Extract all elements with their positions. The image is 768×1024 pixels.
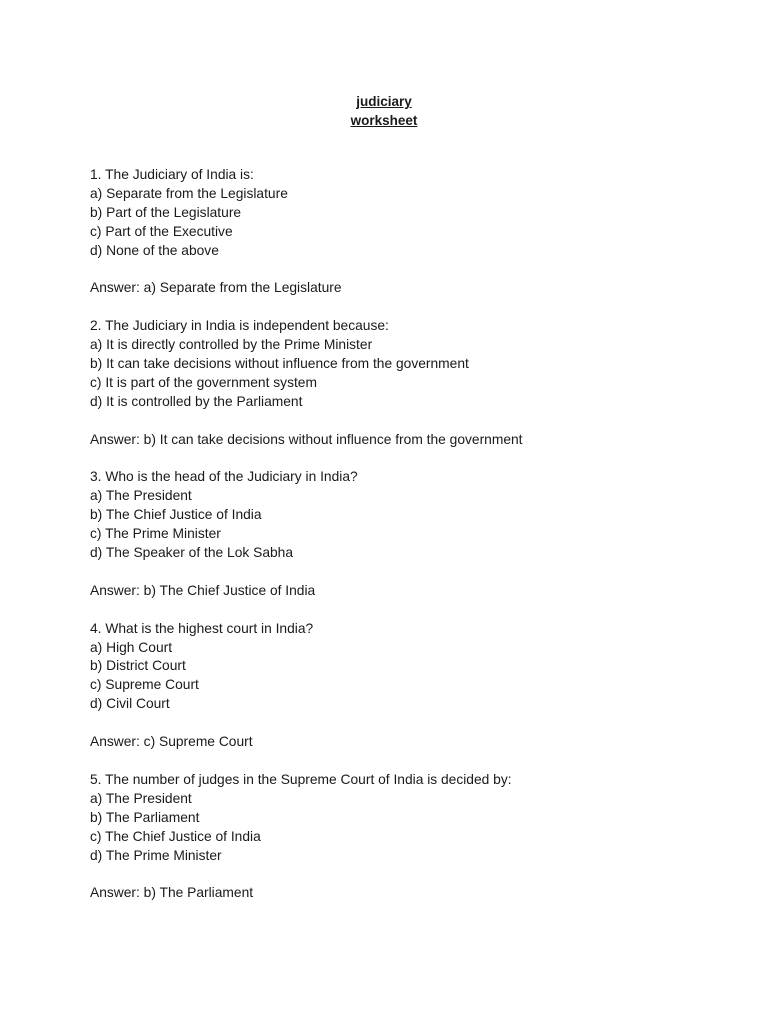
option-c: c) The Chief Justice of India <box>90 828 261 844</box>
option-a: a) It is directly controlled by the Prime Minister <box>90 337 373 353</box>
question-prompt: 4. What is the highest court in India? <box>90 620 314 636</box>
option-c: c) It is part of the government system <box>90 374 317 390</box>
answer-line: Answer: b) The Parliament <box>90 885 254 901</box>
worksheet-content <box>90 166 730 903</box>
spacer <box>90 601 730 620</box>
answer-line: Answer: c) Supreme Court <box>90 734 253 750</box>
title-line-1: judiciary <box>356 94 412 109</box>
answer-line: Answer: b) It can take decisions without influence from the government <box>90 431 523 447</box>
option-d: d) It is controlled by the Parliament <box>90 393 303 409</box>
question-5 <box>90 771 730 903</box>
option-d: d) The Speaker of the Lok Sabha <box>90 545 294 561</box>
option-b: b) Part of the Legislature <box>90 204 242 220</box>
option-b: b) The Parliament <box>90 809 200 825</box>
option-c: c) Supreme Court <box>90 677 199 693</box>
option-d: d) The Prime Minister <box>90 847 222 863</box>
spacer <box>90 298 730 317</box>
spacer <box>90 714 730 733</box>
question-prompt: 3. Who is the head of the Judiciary in India? <box>90 469 358 485</box>
option-a: a) Separate from the Legislature <box>90 185 288 201</box>
question-prompt: 2. The Judiciary in India is independent because: <box>90 318 389 334</box>
answer-line: Answer: a) Separate from the Legislature <box>90 280 342 296</box>
question-prompt: 5. The number of judges in the Supreme Court of India is decided by: <box>90 771 512 787</box>
option-b: b) The Chief Justice of India <box>90 507 262 523</box>
question-3 <box>90 468 730 619</box>
document-title <box>0 92 768 130</box>
spacer <box>90 412 730 431</box>
title-line-2: worksheet <box>350 113 418 128</box>
spacer <box>90 752 730 771</box>
question-2 <box>90 317 730 468</box>
spacer <box>90 865 730 884</box>
spacer <box>90 450 730 469</box>
spacer <box>90 261 730 280</box>
spacer <box>90 563 730 582</box>
option-d: d) None of the above <box>90 242 219 258</box>
question-4 <box>90 620 730 771</box>
option-a: a) The President <box>90 488 192 504</box>
option-c: c) Part of the Executive <box>90 223 233 239</box>
option-a: a) The President <box>90 790 192 806</box>
option-a: a) High Court <box>90 639 173 655</box>
question-prompt: 1. The Judiciary of India is: <box>90 167 254 182</box>
answer-line: Answer: b) The Chief Justice of India <box>90 582 316 598</box>
option-d: d) Civil Court <box>90 696 170 712</box>
option-c: c) The Prime Minister <box>90 526 221 542</box>
option-b: b) It can take decisions without influence from the government <box>90 356 469 372</box>
question-1 <box>90 166 730 317</box>
option-b: b) District Court <box>90 658 186 674</box>
